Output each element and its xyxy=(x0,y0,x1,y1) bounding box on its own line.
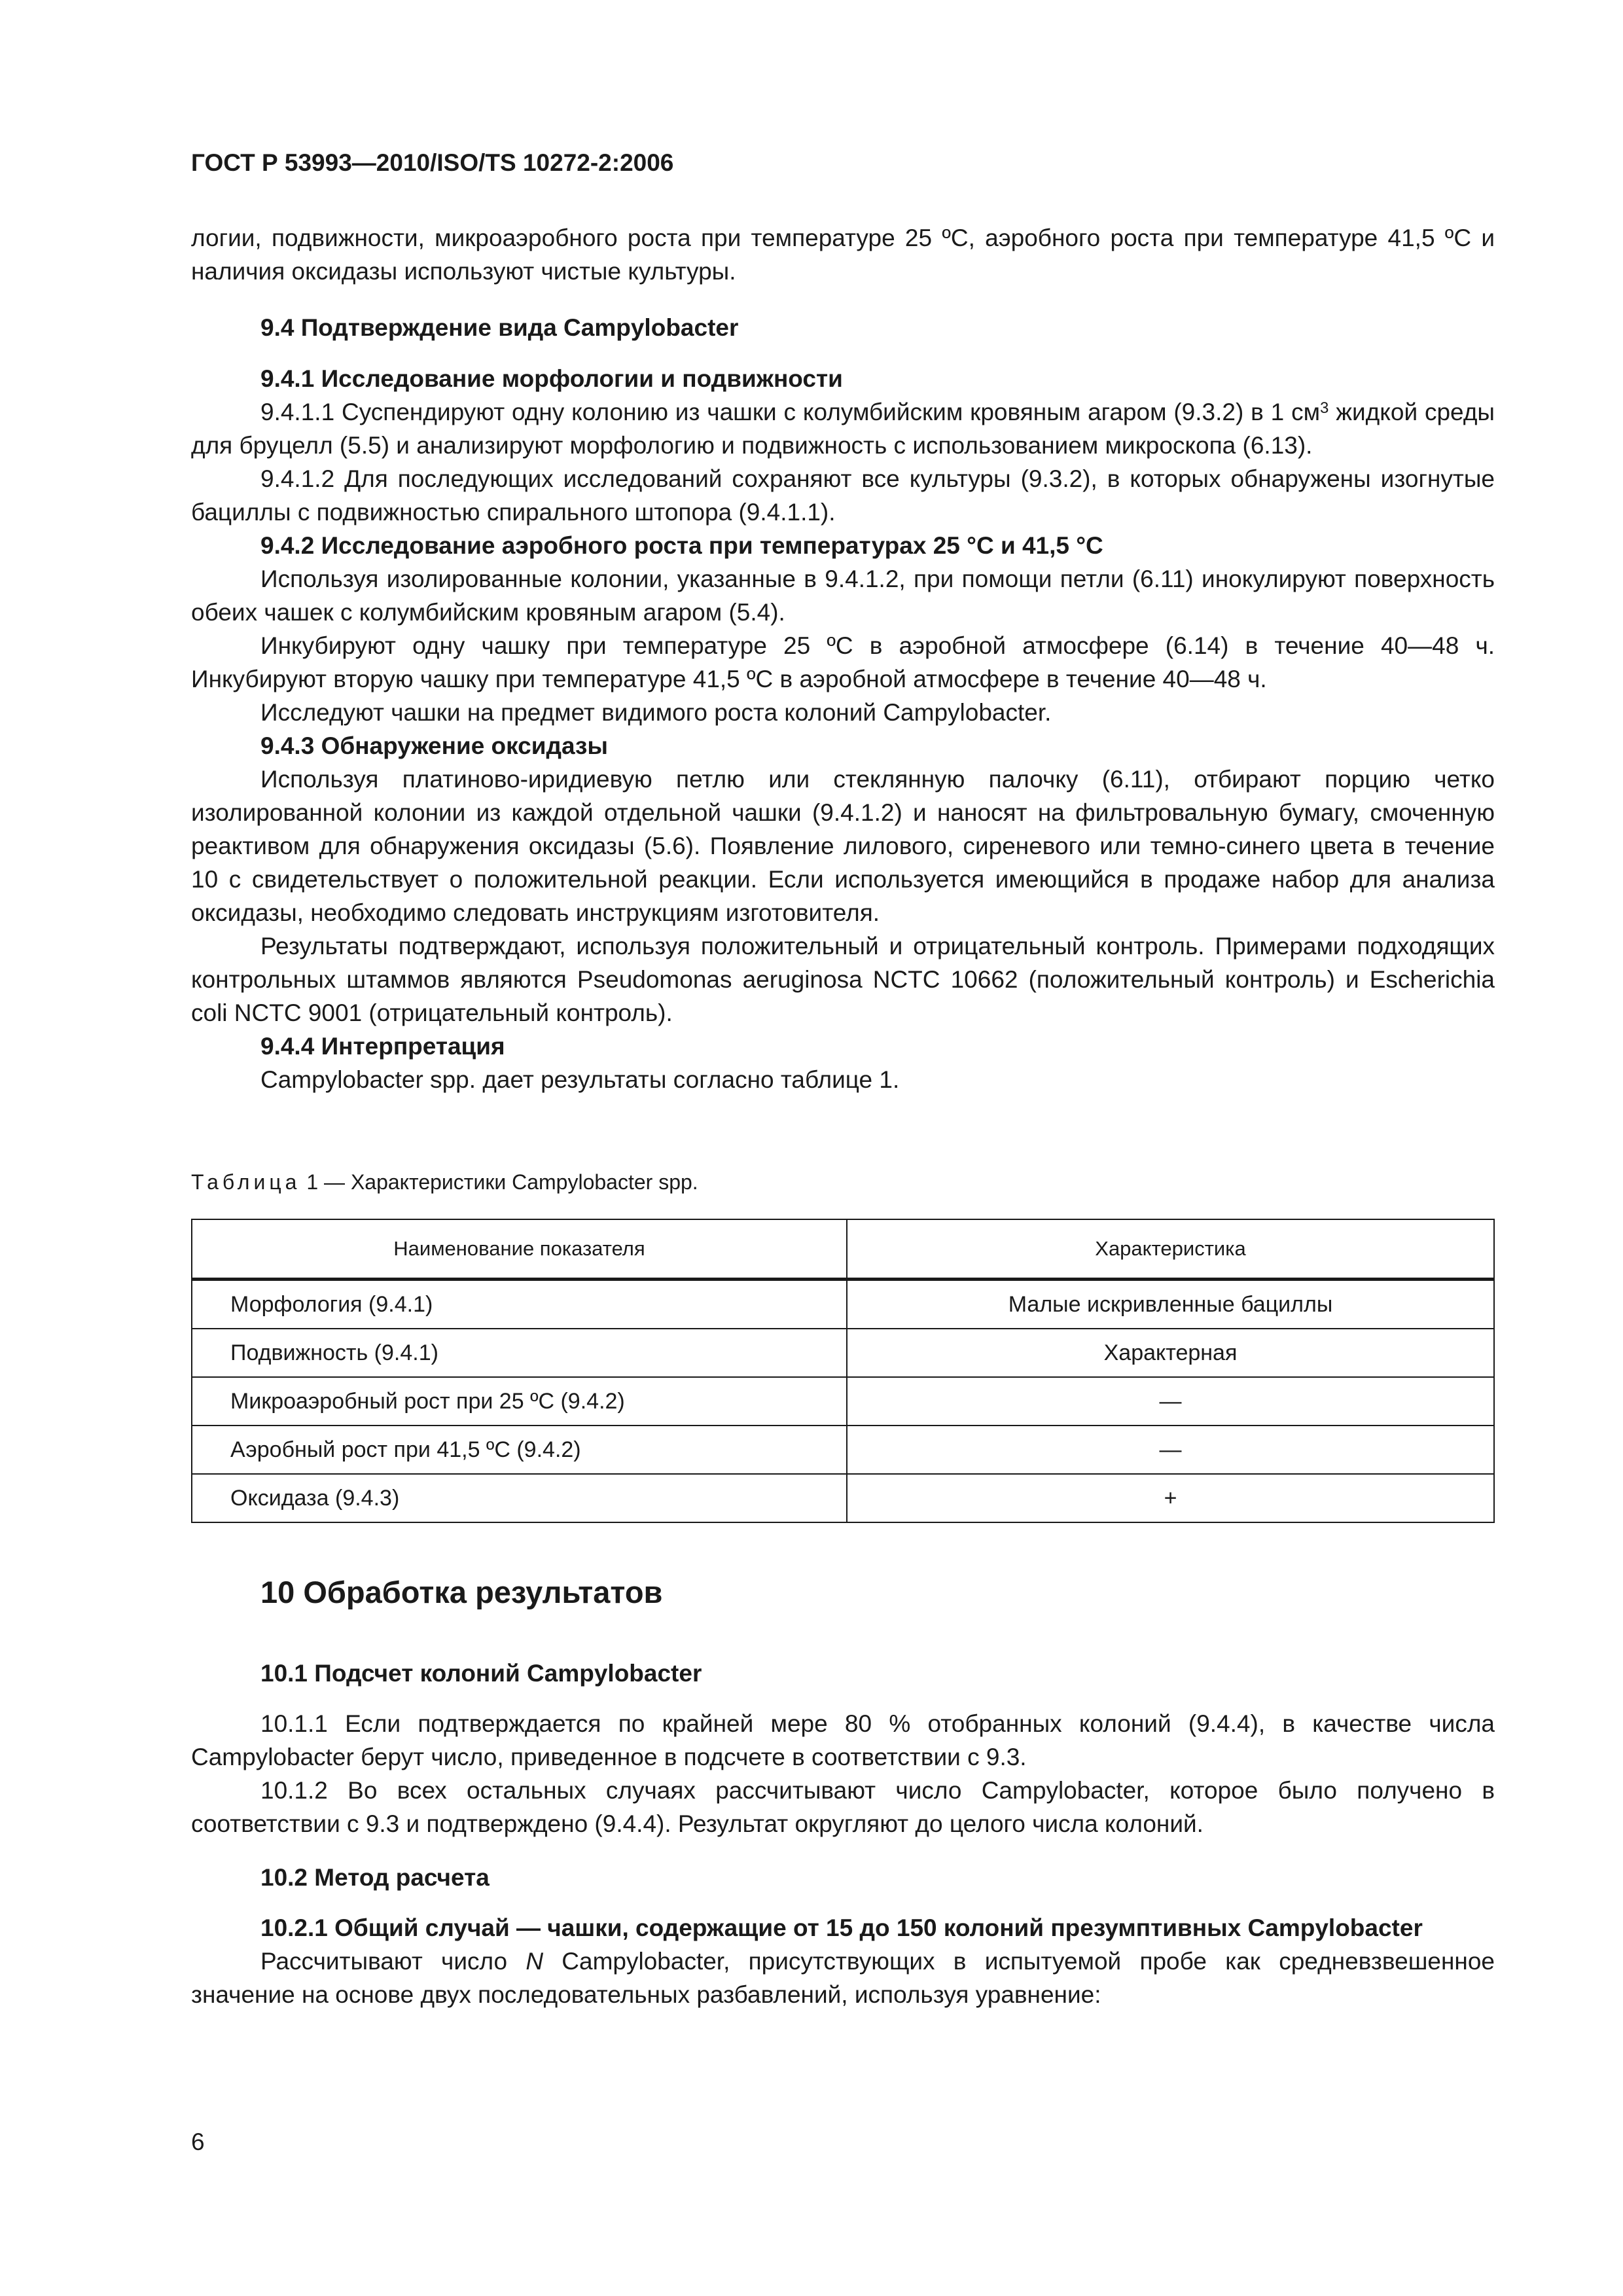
table-cell-characteristic: Малые искривленные бациллы xyxy=(847,1280,1494,1329)
table-caption-prefix: Таблица xyxy=(191,1170,301,1194)
table-row xyxy=(192,1329,1494,1377)
table-row xyxy=(192,1377,1494,1426)
table-caption xyxy=(191,1170,698,1194)
section-10-1-heading: 10.1 Подсчет колоний Campylobacter xyxy=(260,1660,702,1687)
paragraph-9-4-3-a: Используя платиново-иридиевую петлю или стеклянную палочку (6.11), отбирают порцию четко изолированной колонии из каждой отдельной чашки (9.4.1.2) и наносят на фильтровальную бумагу, смоченную реактивом для обнаружения оксидазы (5.6). Появление лилового, сиреневого или темно-синего цвета в течение 10 с свидетельствует о положительной реакции. Если используется имеющийся в продаже набор для анализа оксидазы, необходимо следовать инструкциям изготовителя. xyxy=(191,766,1495,926)
paragraph-10-2-1 xyxy=(191,1945,1495,2011)
section-10-2-1-heading: 10.2.1 Общий случай — чашки, содержащие от 15 до 150 колоний презумптивных Campylobacter xyxy=(260,1914,1423,1941)
paragraph-9-4-1-2: 9.4.1.2 Для последующих исследований сохраняют все культуры (9.3.2), в которых обнаружены изогнутые бациллы с подвижностью спирального штопора (9.4.1.1). xyxy=(191,465,1495,526)
section-10-2-heading: 10.2 Метод расчета xyxy=(260,1864,490,1891)
paragraph-10-1-2: 10.1.2 Во всех остальных случаях рассчитывают число Campylobacter, которое было получено в соответствии с 9.3 и подтверждено (9.4.4). Результат округляют до целого числа колоний. xyxy=(191,1777,1495,1837)
table-cell-indicator: Оксидаза (9.4.3) xyxy=(192,1474,847,1522)
superscript-3: 3 xyxy=(1320,399,1329,417)
paragraph-9-4-3-b: Результаты подтверждают, используя положительный и отрицательный контроль. Примерами подходящих контрольных штаммов являются Pseudomonas aeruginosa NCTC 10662 (положительный контроль) и Escherichia coli NCTC 9001 (отрицательный контроль). xyxy=(191,933,1495,1026)
paragraph-9-4-2-b: Инкубируют одну чашку при температуре 25 ºС в аэробной атмосфере (6.14) в течение 40—48 ч. Инкубируют вторую чашку при температуре 41,5 ºС в аэробной атмосфере в течение 40—48 ч. xyxy=(191,632,1495,692)
paragraph-9-4-4: Campylobacter spp. дает результаты согласно таблице 1. xyxy=(260,1066,900,1093)
paragraph-9-4-1-1-cont: жидкой среды для бруцелл (5.5) и анализируют морфологию и подвижность с использованием микроскопа (6.13). xyxy=(191,399,1495,459)
table-row xyxy=(192,1474,1494,1522)
variable-n: N xyxy=(526,1948,544,1975)
intro-paragraph xyxy=(191,221,1495,288)
column-header-characteristic: Характеристика xyxy=(847,1219,1494,1280)
paragraph-10-2-1-a: Рассчитывают число xyxy=(260,1948,526,1975)
characteristics-table xyxy=(191,1219,1495,1523)
page-number: 6 xyxy=(191,2128,205,2155)
section-9-4-3-heading: 9.4.3 Обнаружение оксидазы xyxy=(260,732,609,759)
section-9-4-1-heading: 9.4.1 Исследование морфологии и подвижности xyxy=(260,365,843,392)
section-9-4-2-heading: 9.4.2 Исследование аэробного роста при температурах 25 °С и 41,5 °С xyxy=(260,532,1103,559)
table-row xyxy=(192,1426,1494,1474)
column-header-indicator: Наименование показателя xyxy=(192,1219,847,1280)
table-cell-indicator: Морфология (9.4.1) xyxy=(192,1280,847,1329)
paragraph-intro: логии, подвижности, микроаэробного роста при температуре 25 ºС, аэробного роста при температуре 41,5 ºС и наличия оксидазы используют чистые культуры. xyxy=(191,224,1495,285)
table-cell-characteristic: — xyxy=(847,1426,1494,1474)
table-cell-characteristic: + xyxy=(847,1474,1494,1522)
section-10-1-content xyxy=(191,1707,1495,1840)
table-row xyxy=(192,1280,1494,1329)
paragraph-9-4-2-a: Используя изолированные колонии, указанные в 9.4.1.2, при помощи петли (6.11) инокулируют поверхность обеих чашек с колумбийским кровяным агаром (5.4). xyxy=(191,565,1495,626)
paragraph-10-1-1: 10.1.1 Если подтверждается по крайней мере 80 % отобранных колоний (9.4.4), в качестве числа Campylobacter берут число, приведенное в подсчете в соответствии с 9.3. xyxy=(191,1710,1495,1770)
section-9-4-heading: 9.4 Подтверждение вида Campylobacter xyxy=(260,314,739,341)
section-10-heading: 10 Обработка результатов xyxy=(260,1575,663,1609)
table-cell-indicator: Микроаэробный рост при 25 ºС (9.4.2) xyxy=(192,1377,847,1426)
paragraph-10-2-1-b: Campylobacter, присутствующих в испытуемой пробе как средневзвешенное значение на основе двух последовательных разбавлений, используя уравнение: xyxy=(191,1948,1495,2008)
document-header: ГОСТ Р 53993—2010/ISO/TS 10272-2:2006 xyxy=(191,149,674,176)
section-10-2-content xyxy=(191,1911,1495,2011)
paragraph-9-4-1-1 xyxy=(191,395,1495,462)
section-9-4-content xyxy=(191,362,1495,1096)
table-header-row xyxy=(192,1219,1494,1280)
table-caption-rest: 1 — Характеристики Campylobacter spp. xyxy=(300,1170,698,1194)
paragraph-9-4-2-c: Исследуют чашки на предмет видимого роста колоний Campylobacter. xyxy=(260,699,1052,726)
section-9-4-4-heading: 9.4.4 Интерпретация xyxy=(260,1033,505,1060)
paragraph-9-4-1-1-text: 9.4.1.1 Суспендируют одну колонию из чашки с колумбийским кровяным агаром (9.3.2) в 1 см xyxy=(260,399,1321,425)
table-cell-characteristic: — xyxy=(847,1377,1494,1426)
table-cell-characteristic: Характерная xyxy=(847,1329,1494,1377)
table-cell-indicator: Подвижность (9.4.1) xyxy=(192,1329,847,1377)
table-cell-indicator: Аэробный рост при 41,5 ºС (9.4.2) xyxy=(192,1426,847,1474)
